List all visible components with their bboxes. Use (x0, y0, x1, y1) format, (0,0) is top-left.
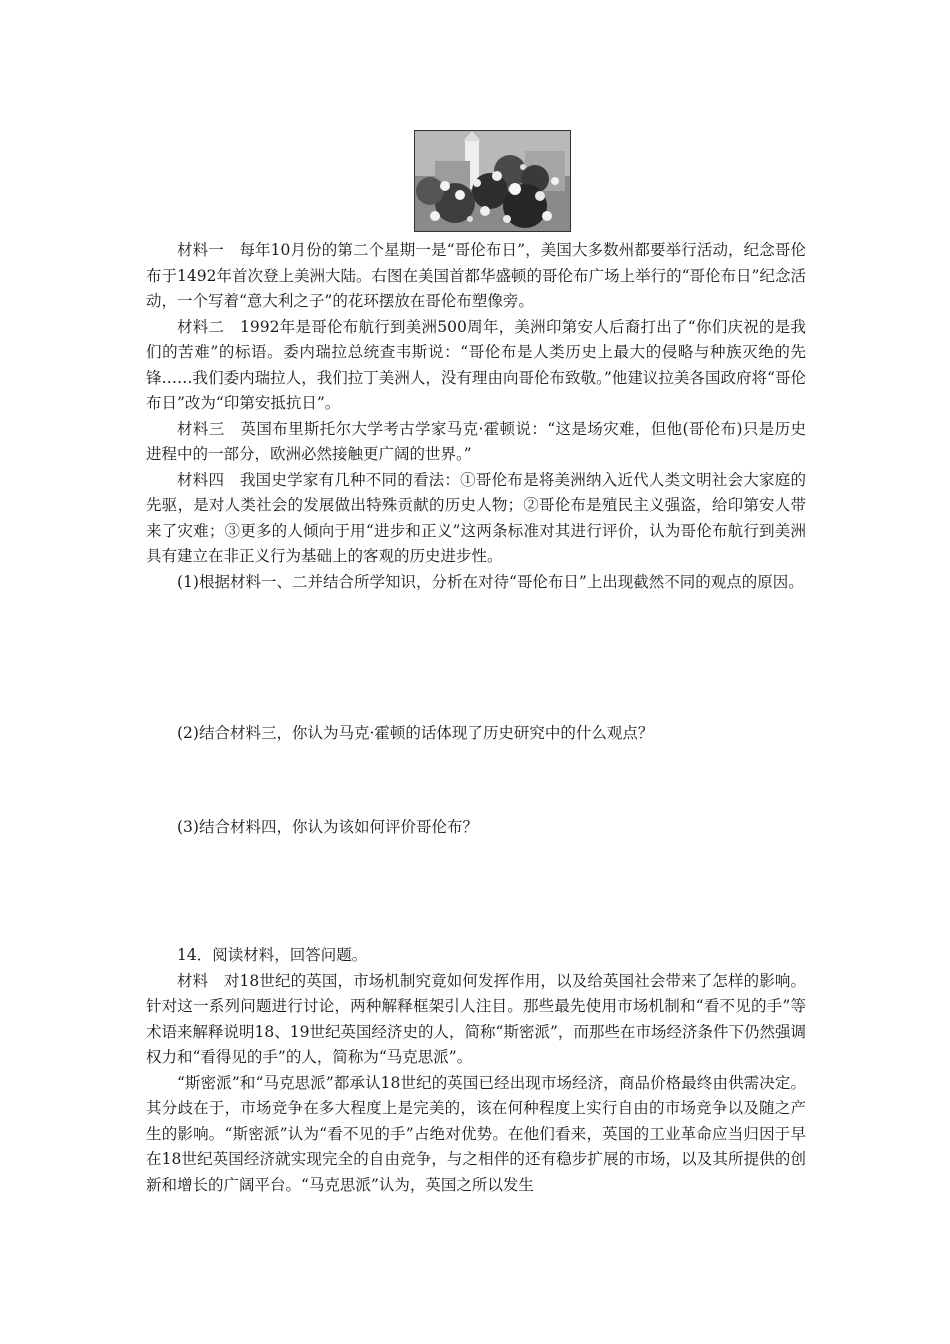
question-3: (3)结合材料四，你认为该如何评价哥伦布？ (177, 818, 478, 836)
question-14-material-p1: 材料 对18世纪的英国，市场机制究竟如何发挥作用，以及给英国社会带来了怎样的影响。针对这一系列问题进行讨论，两种解释框架引人注目。那些最先使用市场机制和“看不见的手”等术语来解释说明18、19世纪英国经济史的人，简称“斯密派”，而那些在市场经济条件下仍然强调权力和“看得见的手”的人，简称为“马克思派”。 (146, 971, 806, 1066)
question-1: (1)根据材料一、二并结合所学知识，分析在对待“哥伦布日”上出现截然不同的观点的原因。 (177, 572, 804, 591)
question-14-title: 14．阅读材料，回答问题。 (177, 946, 368, 964)
material-four: 材料四 我国史学家有几种不同的看法：①哥伦布是将美洲纳入近代人类文明社会大家庭的先驱，是对人类社会的发展做出特殊贡献的历史人物；②哥伦布是殖民主义强盗，给印第安人带来了灾难；③更多的人倾向于用“进步和正义”这两条标准对其进行评价，认为哥伦布航行到美洲具有建立在非正义行为基础上的客观的历史进步性。 (146, 470, 806, 565)
photo-columbus-day (414, 130, 571, 232)
material-one: 材料一 每年10月份的第二个星期一是“哥伦布日”，美国大多数州都要举行活动，纪念哥伦布于1492年首次登上美洲大陆。右图在美国首都华盛顿的哥伦布广场上举行的“哥伦布日”纪念活动，一个写着“意大利之子”的花环摆放在哥伦布塑像旁。 (146, 241, 806, 310)
material-three: 材料三 英国布里斯托尔大学考古学家马克·霍顿说：“这是场灾难，但他(哥伦布)只是历史进程中的一部分，欧洲必然接触更广阔的世界。” (146, 419, 806, 463)
question-14-section (146, 943, 806, 1198)
materials-section (146, 238, 806, 595)
question-14-material-p2: “斯密派”和“马克思派”都承认18世纪的英国已经出现市场经济，商品价格最终由供需决定。其分歧在于，市场竞争在多大程度上是完美的，该在何种程度上实行自由的市场竞争以及随之产生的影响。“斯密派”认为“看不见的手”占绝对优势。在他们看来，英国的工业革命应当归因于早在18世纪英国经济就实现完全的自由竞争，与之相伴的还有稳步扩展的市场，以及其所提供的创新和增长的广阔平台。“马克思派”认为，英国之所以发生 (146, 1073, 806, 1194)
material-two: 材料二 1992年是哥伦布航行到美洲500周年，美洲印第安人后裔打出了“你们庆祝的是我们的苦难”的标语。委内瑞拉总统查韦斯说：“哥伦布是人类历史上最大的侵略与种族灭绝的先锋……我们委内瑞拉人，我们拉丁美洲人，没有理由向哥伦布致敬。”他建议拉美各国政府将“哥伦布日”改为“印第安抵抗日”。 (146, 317, 806, 412)
columbus-day-wreath-photo (415, 131, 570, 231)
question-2: (2)结合材料三，你认为马克·霍顿的话体现了历史研究中的什么观点？ (177, 724, 654, 742)
